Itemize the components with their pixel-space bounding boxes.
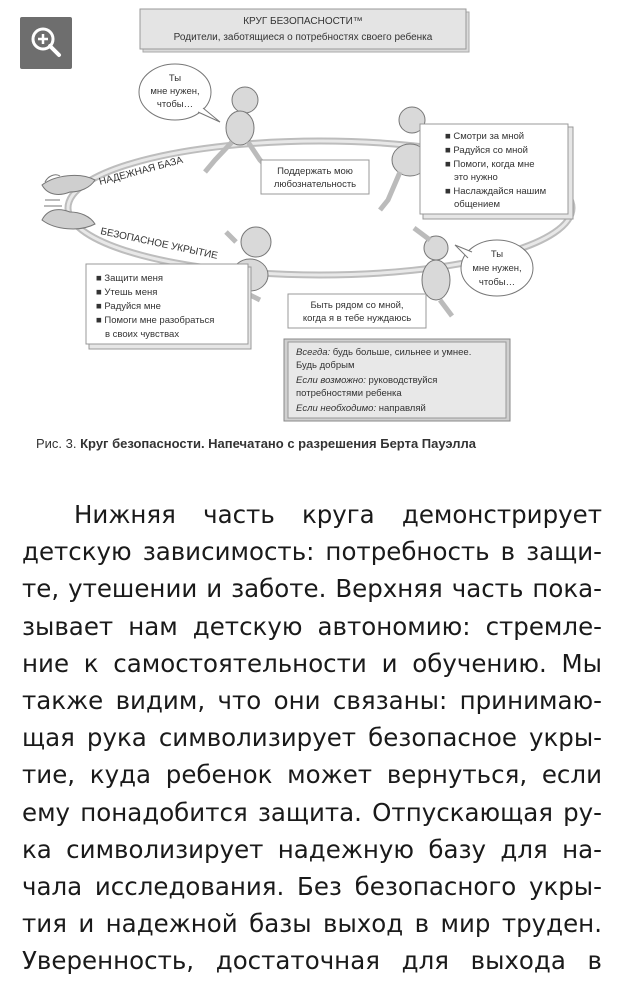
svg-text:общением: общением [454,199,501,210]
text-line: ка символизирует надежную базу для на- [22,834,602,864]
svg-text:Если возможно: руководствуйся: Если возможно: руководствуйся [296,375,438,386]
svg-text:потребностями ребенка: потребностями ребенка [296,388,402,399]
svg-text:■ Помоги мне разобраться: ■ Помоги мне разобраться [96,315,215,326]
svg-text:когда я в тебе нуждаюсь: когда я в тебе нуждаюсь [302,313,412,324]
svg-text:■ Радуйся мне: ■ Радуйся мне [96,301,161,312]
svg-text:■ Защити меня: ■ Защити меня [96,273,164,284]
svg-text:любознательность: любознательность [273,179,357,190]
caption-title: Круг безопасности. Напечатано с разрешения Берта Пауэлла [80,436,477,451]
figure-title-box [140,9,469,52]
svg-text:■ Радуйся со мной: ■ Радуйся со мной [445,145,528,156]
svg-text:Всегда: будь больше, сильнее и: Всегда: будь больше, сильнее и умнее. [296,347,472,358]
svg-text:■ Наслаждайся нашим: ■ Наслаждайся нашим [445,186,547,197]
box-be-with-me [288,294,426,328]
box-support-curiosity [261,160,369,194]
svg-text:чтобы…: чтобы… [478,277,516,288]
svg-text:Быть рядом со мной,: Быть рядом со мной, [310,300,404,311]
svg-text:Ты: Ты [168,73,182,84]
text-line: Нижняя часть круга демонстрирует [74,500,602,529]
svg-text:чтобы…: чтобы… [156,99,194,110]
figure-subtitle: Родители, заботящиеся о потребностях своего ребенка [173,32,433,43]
arc-label-safe-haven: БЕЗОПАСНОЕ УКРЫТИЕ [99,226,219,262]
svg-text:в своих чувствах: в своих чувствах [105,329,180,340]
svg-text:Будь добрым: Будь добрым [296,360,355,371]
arc-label-secure-base: НАДЕЖНАЯ БАЗА [97,154,185,188]
svg-text:■ Утешь меня: ■ Утешь меня [96,287,158,298]
svg-text:Ты: Ты [490,249,504,260]
list-box-left [86,264,251,349]
circle-of-security-figure [0,0,625,470]
box-always-if-possible [284,339,510,421]
text-line: те, утешении и заботе. Верхняя часть пока- [22,574,602,604]
figure-title: КРУГ БЕЗОПАСНОСТИ™ [243,16,363,27]
text-line: детскую зависимость: потребность в защи- [22,537,602,567]
text-line: также видим, что они связаны: принимаю- [22,685,602,715]
text-line: ние к самостоятельности и обучению. Мы [22,648,602,678]
svg-text:■ Смотри за мной: ■ Смотри за мной [445,131,525,142]
text-line: чала исследования. Без безопасного укры- [22,871,602,901]
svg-text:Поддержать мою: Поддержать мою [277,166,353,177]
speech-bubble-top [139,64,220,122]
svg-text:Если необходимо: направляй: Если необходимо: направляй [296,403,426,414]
text-line: тие, куда ребенок может вернуться, если [22,760,602,790]
text-line: зывает нам детскую автономию: стремле- [22,611,602,641]
list-box-right [420,124,573,219]
svg-text:это нужно: это нужно [454,172,498,183]
text-line: тия и надежной базы выход в мир труден. [22,909,602,939]
svg-text:мне нужен,: мне нужен, [150,86,200,97]
text-line: Уверенность, достаточная для выхода в [22,946,602,976]
text-line: ему понадобится защита. Отпускающая ру- [22,797,602,827]
svg-text:мне нужен,: мне нужен, [472,263,522,274]
speech-bubble-right [455,240,533,296]
body-paragraph [22,496,602,979]
figure-caption [36,436,476,451]
text-line: щая рука символизирует безопасное укры- [22,723,602,753]
caption-prefix: Рис. 3. [36,436,81,451]
svg-text:■ Помоги, когда мне: ■ Помоги, когда мне [445,159,535,170]
child-figure-top [205,87,268,172]
